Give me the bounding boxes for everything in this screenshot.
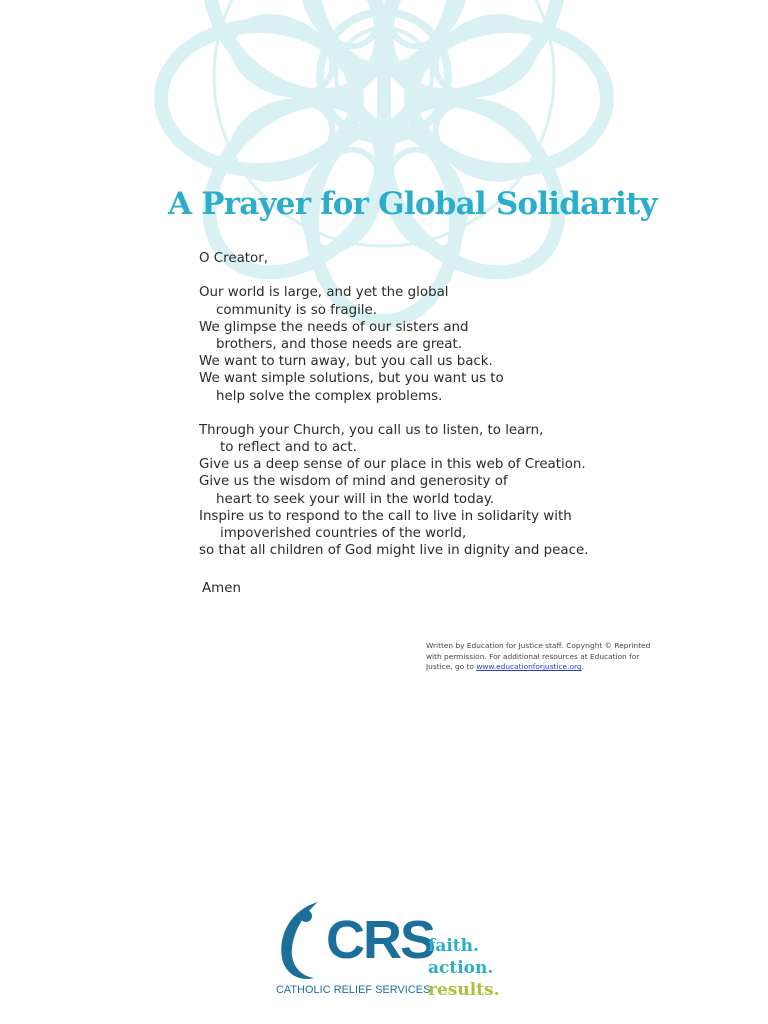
tagline-results: results. (428, 980, 500, 1000)
prayer-line: Through your Church, you call us to listen, to learn, (199, 422, 544, 438)
prayer-body (199, 250, 588, 559)
crs-logo (274, 898, 504, 1002)
credit-note (426, 641, 662, 673)
tagline-faith: faith. (428, 936, 479, 956)
prayer-line: Give us the wisdom of mind and generosity of (199, 474, 508, 490)
prayer-line: impoverished countries of the world, (220, 526, 467, 541)
prayer-line: heart to seek your will in the world today. (216, 491, 495, 507)
prayer-line: help solve the complex problems. (216, 388, 443, 404)
prayer-line: We want to turn away, but you call us back. (199, 354, 493, 370)
prayer-line: Give us a deep sense of our place in this web of Creation. (199, 457, 586, 473)
prayer-line: We want simple solutions, but you want us to (199, 371, 504, 387)
crs-flame-icon (274, 898, 334, 984)
education-for-justice-link[interactable]: www.educationforjustice.org (476, 662, 582, 672)
credit-text: Written by Education for Justice staff. Copyright © Reprinted with permission. For additional resources at Education for Justice, go to (426, 641, 651, 672)
page-title: A Prayer for Global Solidarity (168, 186, 657, 222)
prayer-line: Inspire us to respond to the call to live in solidarity with (199, 508, 572, 524)
tagline-action: action. (428, 958, 494, 978)
prayer-line: so that all children of God might live in dignity and peace. (199, 543, 589, 559)
crs-letters: CRS (326, 910, 435, 970)
prayer-line: brothers, and those needs are great. (216, 336, 462, 352)
crs-full-name: CATHOLIC RELIEF SERVICES (276, 984, 431, 996)
prayer-salutation: O Creator, (199, 251, 269, 266)
prayer-line: community is so fragile. (216, 302, 378, 318)
prayer-line: We glimpse the needs of our sisters and (199, 319, 469, 335)
prayer-line: Our world is large, and yet the global (199, 285, 449, 301)
prayer-closing: Amen (202, 581, 241, 596)
prayer-line: to reflect and to act. (220, 440, 357, 456)
credit-end: . (581, 662, 584, 672)
